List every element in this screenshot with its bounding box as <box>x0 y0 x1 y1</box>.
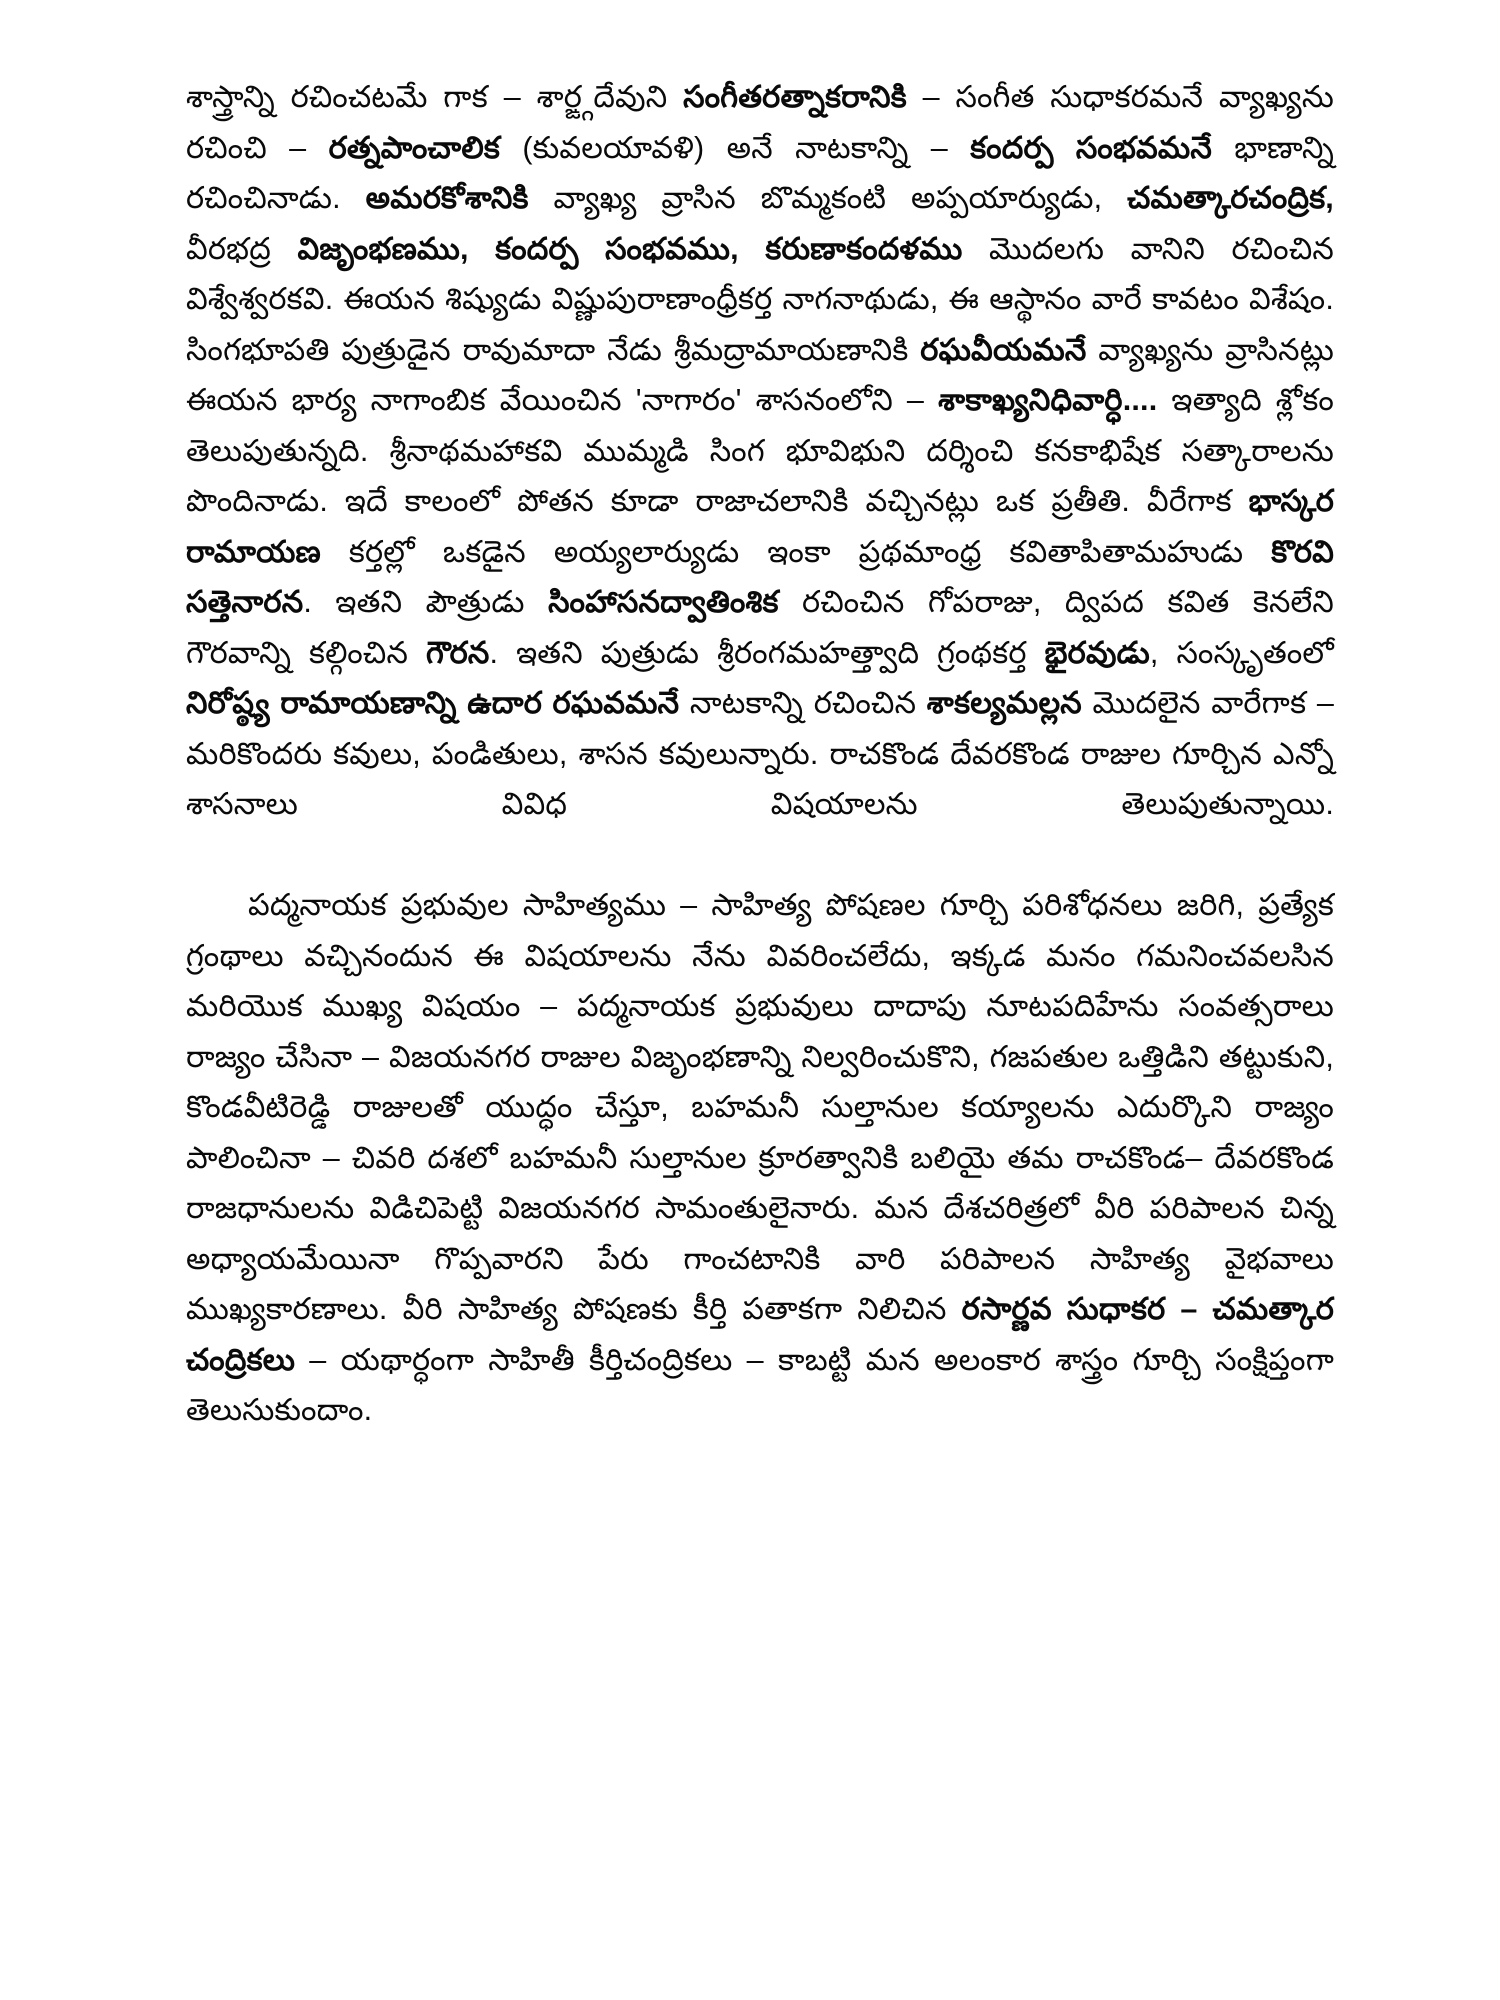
text-run: రసార్ణవ సుధాకర – చమత్కార చంద్రికలు <box>186 1292 1335 1377</box>
text-run: శాకాఖ్యనిధివార్ధి.... <box>938 383 1158 417</box>
text-run: – సంగీత సుధాకరమనే వ్యాఖ్యను రచించి – <box>186 80 1334 165</box>
text-run: రఘవీయమనే <box>920 332 1087 367</box>
text-run: రచించిన గోపరాజు, ద్విపద కవిత కెనలేని గౌరవాన్ని కల్గించిన <box>186 585 1334 670</box>
text-run: నిరోష్ఠ్య రామాయణాన్ని ఉదార రఘవమనే <box>186 686 680 720</box>
text-run: నాటకాన్ని రచించిన <box>679 686 927 720</box>
text-run: సింహాసనద్వాతింశిక <box>548 585 779 619</box>
text-run: – యథార్ధంగా సాహితీ కీర్తిచంద్రికలు – కాబట్టి మన అలంకార శాస్త్రం గూర్చి సంక్షిప్తంగా తెలుసుకుందాం. <box>186 1342 1334 1427</box>
paragraph-1 <box>186 72 1334 880</box>
text-run: కర్తల్లో ఒకడైన అయ్యలార్యుడు ఇంకా ప్రథమాంధ్ర కవితాపితామహుడు <box>320 534 1272 569</box>
text-run: . ఇతని పౌత్రుడు <box>303 585 549 619</box>
text-run: మొదలైన వారేగాక – మరికొందరు కవులు, పండితులు, శాసన కవులున్నారు. రాచకొండ దేవరకొండ రాజుల గూర్చిన ఎన్నో శాసనాలు వివిధ విషయాలను తెలుపుతున్నాయి. <box>186 686 1335 821</box>
text-run: (కువలయావళి) అనే నాటకాన్ని – <box>500 130 971 165</box>
text-run: విజృంభణము, కందర్ప సంభవము, కరుణాకందళము <box>297 231 963 266</box>
text-run: సంగీతరత్నాకరానికి <box>683 80 907 114</box>
text-run: పద్మనాయక ప్రభువుల సాహిత్యము – సాహిత్య పోషణల గూర్చి పరిశోధనలు జరిగి, ప్రత్యేక గ్రంథాలు వచ్చినందున ఈ విషయాలను నేను వివరించలేదు, ఇక్కడ మనం గమనించవలసిన మరియొక ముఖ్య విషయం – పద్మనాయక ప్రభువులు దాదాపు నూటపదిహేను సంవత్సరాలు రాజ్యం చేసినా – విజయనగర రాజుల విజృంభణాన్ని నిల్వరించుకొని, గజపతుల ఒత్తిడిని తట్టుకుని, కొండవీటిరెడ్డి రాజులతో యుద్ధం చేస్తూ, బహమనీ సుల్తానుల కయ్యాలను ఎదుర్కొని రాజ్యం పాలించినా – చివరి దశలో బహమనీ సుల్తానుల క్రూరత్వానికి బలియై తమ రాచకొండ– దేవరకొండ రాజధానులను విడిచిపెట్టి విజయనగర సామంతులైనారు. మన దేశచరిత్రలో వీరి పరిపాలన చిన్న అధ్యాయమేయినా గొప్పవారని పేరు గాంచటానికి వారి పరిపాలన సాహిత్య వైభవాలు ముఖ్యకారణాలు. వీరి సాహిత్య పోషణకు కీర్తి పతాకగా నిలిచిన <box>186 888 1334 1326</box>
text-run: మొదలగు వానిని రచించిన విశ్వేశ్వరకవి. ఈయన శిష్యుడు విష్ణుపురాణాంధ్రీకర్త నాగనాథుడు, ఈ ఆస్థానం వారే కావటం విశేషం. సింగభూపతి పుత్రుడైన రావుమాదా నేడు శ్రీమద్రామాయణానికి <box>186 231 1334 367</box>
text-run: శాస్త్రాన్ని రచించటమే గాక – శార్ఙ్గదేవుని <box>186 80 684 114</box>
text-run: రత్నపాంచాలిక <box>328 130 501 165</box>
text-run: భాణాన్ని రచించినాడు. <box>186 130 1334 215</box>
text-run: కొరవి సత్తెనారన <box>186 534 1334 619</box>
paragraph-2 <box>186 880 1334 1486</box>
text-run: అమరకోశానికి <box>365 181 529 215</box>
text-run: భాస్కర రామాయణ <box>186 484 1334 569</box>
text-run: భైరవుడు <box>1044 635 1150 670</box>
text-run: శాకల్యమల్లన <box>926 686 1082 720</box>
text-run: వ్యాఖ్య వ్రాసిన బొమ్మకంటి అప్పయార్యుడు, <box>528 181 1128 215</box>
text-run: కందర్ప సంభవమనే <box>970 130 1212 165</box>
text-run: . ఇతని పుత్రుడు శ్రీరంగమహత్త్వాది గ్రంథకర్త <box>489 635 1045 670</box>
body-text-column <box>186 72 1334 1486</box>
text-run: వ్యాఖ్యను వ్రాసినట్లు ఈయన భార్య నాగాంబిక వేయించిన 'నాగారం' శాసనంలోని – <box>186 332 1334 417</box>
text-run: గౌరన <box>426 635 490 670</box>
text-run: వీరభద్ర <box>186 231 298 266</box>
text-run: చమత్కారచంద్రిక, <box>1127 181 1334 215</box>
text-run: , సంస్కృతంలో <box>1149 635 1335 670</box>
text-run: ఇత్యాది శ్లోకం తెలుపుతున్నది. శ్రీనాథమహాకవి ముమ్మడి సింగ భూవిభుని దర్శించి కనకాభిషేక సత్కారాలను పొందినాడు. ఇదే కాలంలో పోతన కూడా రాజాచలానికి వచ్చినట్లు ఒక ప్రతీతి. వీరేగాక <box>186 383 1335 518</box>
